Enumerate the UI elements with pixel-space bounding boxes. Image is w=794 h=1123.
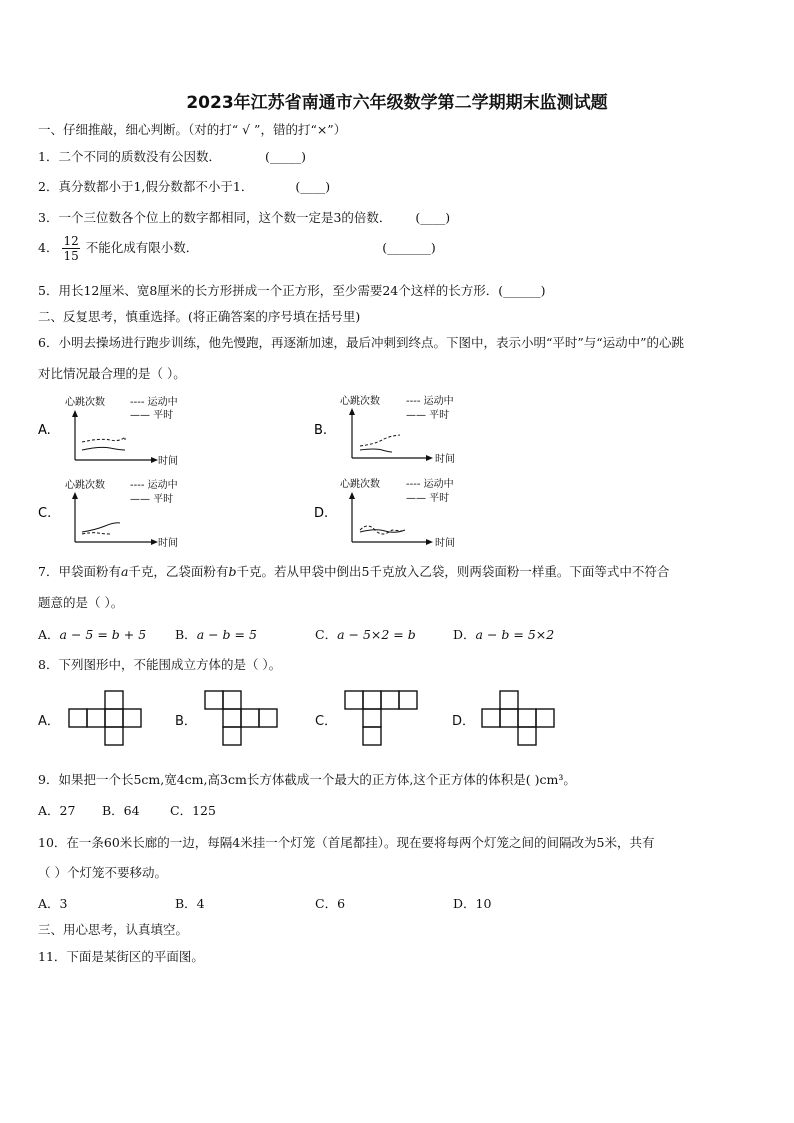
cube-nets — [30, 685, 590, 750]
q7-option-d[interactable] — [453, 625, 554, 643]
q7-option-a[interactable] — [38, 625, 146, 643]
q7-option-c-expr: a − 5×2 = b — [337, 627, 416, 642]
question-4-text: 不能化成有限小数． — [85, 240, 199, 255]
section-2-heading: 二、反复思考，慎重选择。(将正确答案的序号填在括号里) — [38, 309, 361, 324]
net-c-square — [381, 691, 399, 709]
net-c-square — [363, 727, 381, 745]
graph-a-xlabel: 时间 — [158, 456, 178, 467]
net-d-square — [518, 709, 536, 727]
question-6-line-2: 对比情况最合理的是（ ）。 — [38, 366, 186, 381]
graph-d-legend-normal: —— 平时 — [406, 493, 450, 504]
graph-b-exercise-line — [360, 435, 400, 446]
net-c-square — [399, 691, 417, 709]
net-d-square — [482, 709, 500, 727]
question-7-text-c: 千克。若从甲袋中倒出5千克放入乙袋，则两袋面粉一样重。下面等式中不符合 — [236, 564, 670, 579]
fraction-denominator: 15 — [63, 249, 79, 263]
option-a[interactable] — [38, 395, 178, 467]
question-1-blank[interactable]: (_____) — [264, 149, 306, 164]
graph-c-legend-exercise: ---- 运动中 — [130, 480, 178, 491]
net-c[interactable] — [315, 691, 417, 745]
question-4 — [38, 234, 436, 263]
graph-d-x-arrow — [426, 539, 433, 545]
net-a-square — [105, 727, 123, 745]
fraction — [62, 234, 79, 263]
net-b-square — [223, 691, 241, 709]
q7-option-b-expr: a − b = 5 — [196, 627, 257, 642]
graph-c-ylabel: 心跳次数 — [65, 480, 105, 491]
q10-option-a[interactable]: A．3 — [38, 896, 68, 911]
net-a-label: A． — [38, 714, 60, 729]
net-d-square — [500, 709, 518, 727]
q7-option-b-label: B． — [175, 627, 197, 642]
question-3 — [38, 208, 450, 226]
net-b-square — [223, 727, 241, 745]
fraction-numerator: 12 — [63, 234, 79, 248]
heart-rate-graphs — [30, 390, 770, 555]
option-b-label: B. — [314, 423, 328, 438]
net-b-square — [223, 709, 241, 727]
graph-d-legend-exercise: ---- 运动中 — [406, 479, 454, 490]
q9-option-a[interactable]: A．27 — [38, 803, 76, 818]
option-c-label: C. — [38, 506, 52, 521]
question-10-line-1: 10．在一条60米长廊的一边，每隔4米挂一个灯笼（首尾都挂）。现在要将每两个灯笼之间的间隔改为5米，共有 — [38, 835, 655, 850]
q10-option-b[interactable]: B．4 — [175, 896, 205, 911]
net-c-square — [363, 691, 381, 709]
graph-c-exercise-line — [82, 533, 110, 534]
net-c-square — [363, 709, 381, 727]
net-d-square — [518, 727, 536, 745]
graph-b-xlabel: 时间 — [435, 454, 455, 465]
net-b-square — [205, 691, 223, 709]
net-a-square — [87, 709, 105, 727]
graph-c-x-arrow — [151, 539, 158, 545]
question-10-line-2: （ ）个灯笼不要移动。 — [38, 865, 167, 880]
option-d-label: D. — [314, 506, 329, 521]
graph-a-ylabel: 心跳次数 — [65, 397, 105, 408]
question-4-number: 4． — [38, 240, 59, 255]
question-7-line-1 — [38, 562, 669, 580]
question-7-text-b: 千克，乙袋面粉有 — [128, 564, 229, 579]
variable-a: a — [120, 564, 129, 579]
q10-option-d[interactable]: D．10 — [453, 896, 492, 911]
question-3-text: 3．一个三位数各个位上的数字都相同，这个数一定是3的倍数． — [38, 210, 392, 225]
net-b[interactable] — [175, 691, 277, 745]
net-d[interactable] — [452, 691, 554, 745]
question-8: 8．下列图形中，不能围成立方体的是（ ）。 — [38, 657, 282, 672]
net-c-label: C． — [315, 714, 338, 729]
graph-d-xlabel: 时间 — [435, 538, 455, 549]
graph-a-y-arrow — [72, 410, 78, 417]
question-6-line-1: 6．小明去操场进行跑步训练，他先慢跑，再逐渐加速，最后冲刺到终点。下图中，表示小明“平时”与“运动中”的心跳 — [38, 335, 685, 350]
net-a-square — [123, 709, 141, 727]
question-1 — [38, 147, 306, 165]
option-d[interactable] — [314, 477, 455, 549]
graph-a-legend-normal: —— 平时 — [130, 410, 174, 421]
option-c[interactable] — [38, 478, 178, 549]
graph-b-legend-normal: —— 平时 — [406, 410, 450, 421]
net-a-square — [105, 691, 123, 709]
graph-a-normal-line — [82, 447, 125, 450]
q7-option-a-expr: a − 5 = b + 5 — [59, 627, 147, 642]
graph-b-ylabel: 心跳次数 — [340, 396, 380, 407]
graph-d-y-arrow — [349, 492, 355, 499]
graph-a-legend-exercise: ---- 运动中 — [130, 397, 178, 408]
page-title: 2023年江苏省南通市六年级数学第二学期期末监测试题 — [186, 93, 608, 113]
net-b-square — [241, 709, 259, 727]
question-4-blank[interactable]: (_______) — [382, 240, 436, 255]
net-d-label: D． — [452, 714, 476, 729]
question-1-text: 1．二个不同的质数没有公因数． — [38, 149, 221, 164]
question-2-blank[interactable]: (____) — [295, 179, 331, 194]
q7-option-d-expr: a − b = 5×2 — [475, 627, 555, 642]
graph-c-xlabel: 时间 — [158, 538, 178, 549]
graph-c-y-arrow — [72, 492, 78, 499]
net-c-square — [345, 691, 363, 709]
question-2 — [38, 177, 330, 195]
q7-option-c-label: C． — [315, 627, 338, 642]
net-d-square — [500, 691, 518, 709]
graph-a-x-arrow — [151, 457, 158, 463]
q7-option-a-label: A． — [38, 627, 60, 642]
q7-option-c[interactable] — [315, 625, 416, 643]
q9-option-c[interactable]: C．125 — [170, 803, 216, 818]
section-3-heading: 三、用心思考，认真填空。 — [38, 922, 189, 937]
net-d-square — [536, 709, 554, 727]
net-b-label: B． — [175, 714, 197, 729]
question-2-text: 2．真分数都小于1,假分数都不小于1． — [38, 179, 254, 194]
question-5: 5．用长12厘米、宽8厘米的长方形拼成一个正方形，至少需要24个这样的长方形．(______) — [38, 283, 546, 298]
variable-b: b — [228, 564, 237, 579]
net-b-square — [259, 709, 277, 727]
question-3-blank[interactable]: (____) — [415, 210, 451, 225]
graph-b-normal-line — [360, 449, 392, 452]
section-1-heading: 一、仔细推敲，细心判断。（对的打“ √ ”，错的打“×”） — [38, 122, 347, 137]
net-a[interactable] — [38, 691, 141, 745]
question-7-text-a: 7．甲袋面粉有 — [38, 564, 121, 579]
net-a-square — [105, 709, 123, 727]
q9-option-b[interactable]: B．64 — [102, 803, 140, 818]
question-11: 11．下面是某街区的平面图。 — [38, 949, 204, 964]
question-7-line-2: 题意的是（ ）。 — [38, 595, 124, 610]
graph-b-x-arrow — [426, 455, 433, 461]
net-a-square — [69, 709, 87, 727]
q7-option-d-label: D． — [453, 627, 476, 642]
graph-d-ylabel: 心跳次数 — [340, 479, 380, 490]
graph-c-normal-line — [82, 523, 120, 532]
q10-option-c[interactable]: C．6 — [315, 896, 346, 911]
graph-a-exercise-line — [82, 437, 125, 442]
graph-c-legend-normal: —— 平时 — [130, 494, 174, 505]
option-b[interactable] — [314, 394, 455, 465]
graph-b-legend-exercise: ---- 运动中 — [406, 396, 454, 407]
option-a-label: A. — [38, 423, 51, 438]
question-9: 9．如果把一个长5cm,宽4cm,高3cm长方体截成一个最大的正方体,这个正方体的体积是( )cm³。 — [38, 772, 576, 787]
q7-option-b[interactable] — [175, 625, 257, 643]
graph-b-y-arrow — [349, 408, 355, 415]
